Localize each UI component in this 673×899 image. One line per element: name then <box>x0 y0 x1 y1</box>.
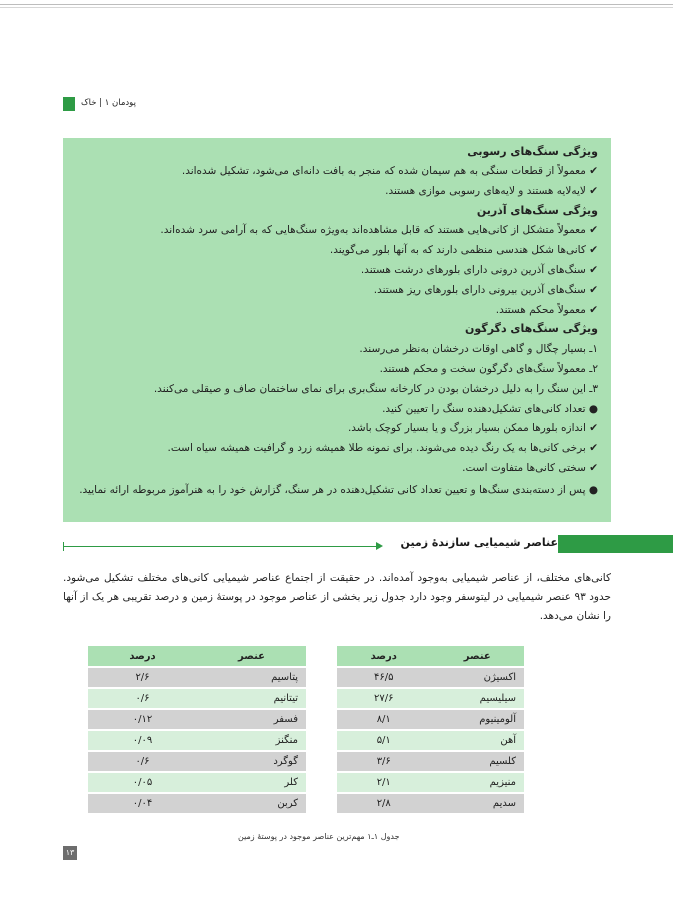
table-row <box>88 731 306 750</box>
element-name: سیلیسیم <box>431 689 525 708</box>
section-rule <box>63 546 381 547</box>
element-name: کلسیم <box>431 752 525 771</box>
element-percent: ۳/۶ <box>337 752 431 771</box>
element-percent: ۲/۶ <box>88 668 197 687</box>
element-percent: ۰/۰۴ <box>88 794 197 813</box>
element-name: سدیم <box>431 794 525 813</box>
element-name: فسفر <box>197 710 306 729</box>
top-border-line <box>0 4 673 5</box>
sed-item: ✔ لایه‌لایه هستند و لایه‌های رسوبی موازی هستند. <box>385 185 598 197</box>
met-item: ✔ سختی کانی‌ها متفاوت است. <box>462 462 598 474</box>
met-item: ۳ـ این سنگ را به دلیل درخشان بودن در کارخانه سنگ‌بری برای نمای ساختمان صاف و صیقلی می‌کنند. <box>153 383 598 395</box>
sed-item: ✔ معمولاً از قطعات سنگی به هم سیمان شده که منجر به بافت دانه‌ای می‌شود، تشکیل شده‌اند. <box>181 165 598 177</box>
element-name: تیتانیم <box>197 689 306 708</box>
elements-table-right <box>337 644 524 815</box>
table-row <box>337 794 524 813</box>
intro-paragraph: کانی‌های مختلف، از عناصر شیمیایی به‌وجود آمده‌اند. در حقیقت از اجتماع عناصر شیمیایی کانی‌های مختلف تشکیل می‌شود. حدود ۹۳ عنصر شیمیایی در لیتوسفر وجود دارد جدول زیر بخشی از عناصر موجود در پوستۀ زمین و درصد تقریبی هر یک از آنها را نشان می‌دهد. <box>63 572 611 622</box>
ign-item: ✔ سنگ‌های آذرین درونی دارای بلورهای درشت هستند. <box>360 264 598 276</box>
table-row <box>337 668 524 687</box>
page-number: ۱۳ <box>63 846 77 860</box>
element-percent: ۰/۱۲ <box>88 710 197 729</box>
element-name: منگنز <box>197 731 306 750</box>
ign-item: ✔ معمولاً محکم هستند. <box>495 304 598 316</box>
table-row <box>88 773 306 792</box>
element-name: منیزیم <box>431 773 525 792</box>
table-row <box>337 773 524 792</box>
element-percent: ۰/۶ <box>88 752 197 771</box>
table-row <box>337 731 524 750</box>
top-border-line-2 <box>0 7 673 8</box>
section-arrow-icon <box>376 542 383 550</box>
met-item: ۲ـ معمولاً سنگ‌های دگرگون سخت و محکم هستند. <box>379 363 598 375</box>
element-name: پتاسیم <box>197 668 306 687</box>
ign-item: ✔ کانی‌ها شکل هندسی منظمی دارند که به آنها بلور می‌گویند. <box>329 244 598 256</box>
element-percent: ۲/۱ <box>337 773 431 792</box>
met-item: ✔ اندازه بلورها ممکن بسیار بزرگ و یا بسیار کوچک باشد. <box>347 422 598 434</box>
sedimentary-title: ویژگی سنگ‌های رسوبی <box>467 145 598 158</box>
table-row <box>88 752 306 771</box>
element-percent: ۵/۱ <box>337 731 431 750</box>
element-percent: ۰/۰۹ <box>88 731 197 750</box>
section-title: عناصر شیمیایی سازندۀ زمین <box>400 536 558 549</box>
elements-table-left <box>88 644 306 815</box>
igneous-title: ویژگی سنگ‌های آذرین <box>476 204 598 217</box>
ign-item: ✔ سنگ‌های آذرین بیرونی دارای بلورهای ریز هستند. <box>373 284 598 296</box>
element-percent: ۴۶/۵ <box>337 668 431 687</box>
table-caption: جدول ۱ـ۱ مهم‌ترین عناصر موجود در پوستۀ زمین <box>238 832 400 841</box>
header-text: پودمان ۱ | خاک <box>81 98 136 108</box>
element-percent: ۲/۸ <box>337 794 431 813</box>
report-instruction: ● پس از دسته‌بندی سنگ‌ها و تعیین تعداد کانی تشکیل‌دهنده در هر سنگ، گزارش خود را به هنرآموز مربوطه ارائه نمایید. <box>79 484 598 496</box>
table-row <box>88 794 306 813</box>
running-header <box>63 97 213 113</box>
element-name: کلر <box>197 773 306 792</box>
element-percent: ۲۷/۶ <box>337 689 431 708</box>
met-item: ۱ـ بسیار چگال و گاهی اوقات درخشان به‌نظر می‌رسند. <box>359 343 598 355</box>
table-row <box>88 710 306 729</box>
ign-item: ✔ معمولاً متشکل از کانی‌هایی هستند که قابل مشاهده‌اند به‌ویژه سنگ‌هایی که به آرامی سرد شده‌اند. <box>160 224 598 236</box>
section-rule-end <box>63 542 64 551</box>
element-name: گوگرد <box>197 752 306 771</box>
col-header-element: عنصر <box>431 646 525 666</box>
table-row <box>337 689 524 708</box>
col-header-percent: درصد <box>88 646 197 666</box>
table-row <box>337 752 524 771</box>
element-name: اکسیژن <box>431 668 525 687</box>
element-percent: ۰/۰۵ <box>88 773 197 792</box>
met-item: ● تعداد کانی‌های تشکیل‌دهنده سنگ را تعیین کنید. <box>382 403 598 415</box>
element-percent: ۰/۶ <box>88 689 197 708</box>
element-percent: ۸/۱ <box>337 710 431 729</box>
element-name: آهن <box>431 731 525 750</box>
table-row <box>88 668 306 687</box>
section-bar <box>558 535 673 553</box>
table-row <box>337 710 524 729</box>
col-header-element: عنصر <box>197 646 306 666</box>
table-row <box>88 689 306 708</box>
element-name: آلومینیوم <box>431 710 525 729</box>
element-name: کربن <box>197 794 306 813</box>
header-square-icon <box>63 97 75 111</box>
met-item: ✔ برخی کانی‌ها به یک رنگ دیده می‌شوند. برای نمونه طلا همیشه زرد و گرافیت همیشه سیاه است. <box>167 442 598 454</box>
metamorphic-title: ویژگی سنگ‌های دگرگون <box>465 322 598 335</box>
col-header-percent: درصد <box>337 646 431 666</box>
